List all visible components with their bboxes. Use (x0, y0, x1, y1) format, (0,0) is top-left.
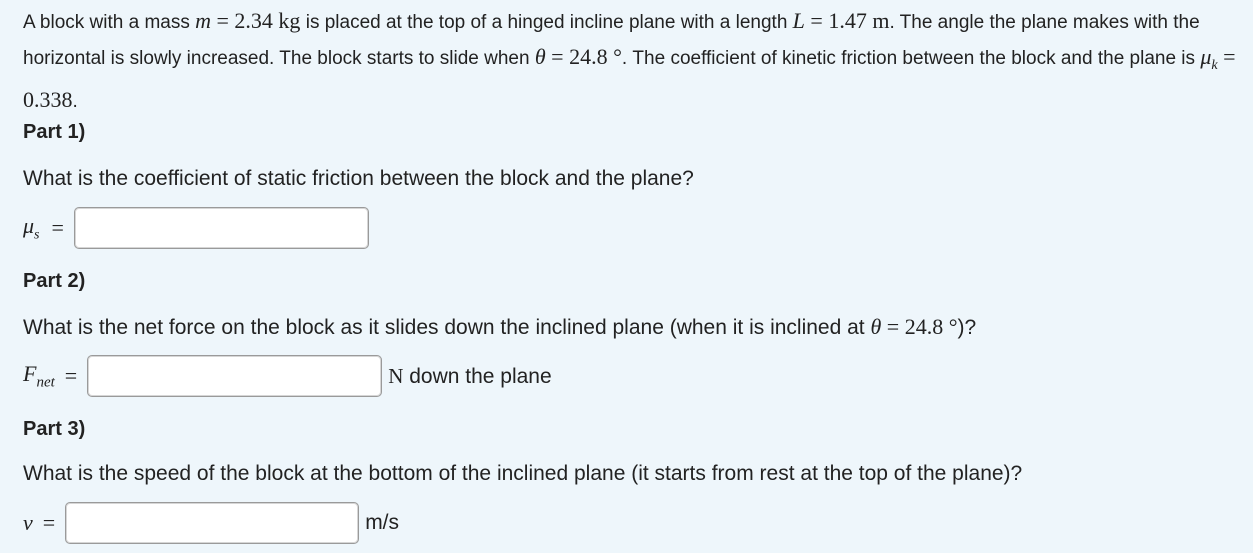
angle-value: = 24.8 ° (545, 44, 622, 69)
part3-title: Part 3) (23, 418, 86, 440)
part3-equals: = (42, 510, 56, 535)
part2-unit: N down the plane (388, 363, 552, 388)
part1-answer-row (23, 207, 369, 249)
mass-value: = 2.34 kg (211, 8, 301, 33)
angle-symbol: θ (534, 44, 546, 69)
part1-answer-input[interactable] (74, 207, 369, 249)
mu-symbol: μ (1200, 44, 1212, 69)
part2-variable: $F_{net}$ (23, 360, 55, 391)
mass-symbol: m (195, 8, 212, 33)
part3-unit: m/s (365, 511, 400, 534)
angle-value: = 24.8 ° (881, 314, 958, 339)
part2-question: What is the net force on the block as it slides down the inclined plane (when it is inclined at θ = 24.8 °)? (23, 314, 977, 339)
part2-answer-row (23, 355, 552, 397)
mu-subscript: k (1211, 57, 1218, 73)
length-symbol: L (792, 8, 805, 33)
angle-symbol: θ (870, 314, 882, 339)
part3-answer-input[interactable] (65, 502, 359, 544)
part3-answer-row (23, 502, 399, 544)
part1-question: What is the coefficient of static friction between the block and the plane? (23, 167, 694, 190)
intro-text: . (72, 90, 78, 112)
part3-variable: v (23, 510, 33, 535)
part3-question: What is the speed of the block at the bottom of the inclined plane (it starts from rest at the top of the plane)? (23, 462, 1023, 485)
problem-statement (23, 4, 1238, 119)
intro-text: . The coefficient of kinetic friction between the block and the plane is (621, 48, 1201, 69)
part2-answer-input[interactable] (87, 355, 382, 397)
part1-variable: $\mu_s$ (23, 212, 40, 243)
mu-k-value: = 0.338 (23, 44, 1236, 112)
part2-title: Part 2) (23, 270, 86, 292)
part2-equals: = (64, 363, 78, 388)
intro-text: A block with a mass (23, 12, 196, 33)
part1-equals: = (51, 215, 64, 240)
intro-text: . The angle the plane makes with the horizontal is slowly increased. The block starts to slide when (23, 12, 1200, 69)
intro-text: is placed at the top of a hinged incline plane with a length (300, 12, 793, 33)
part1-title: Part 1) (23, 121, 86, 143)
length-value: = 1.47 m (804, 8, 890, 33)
